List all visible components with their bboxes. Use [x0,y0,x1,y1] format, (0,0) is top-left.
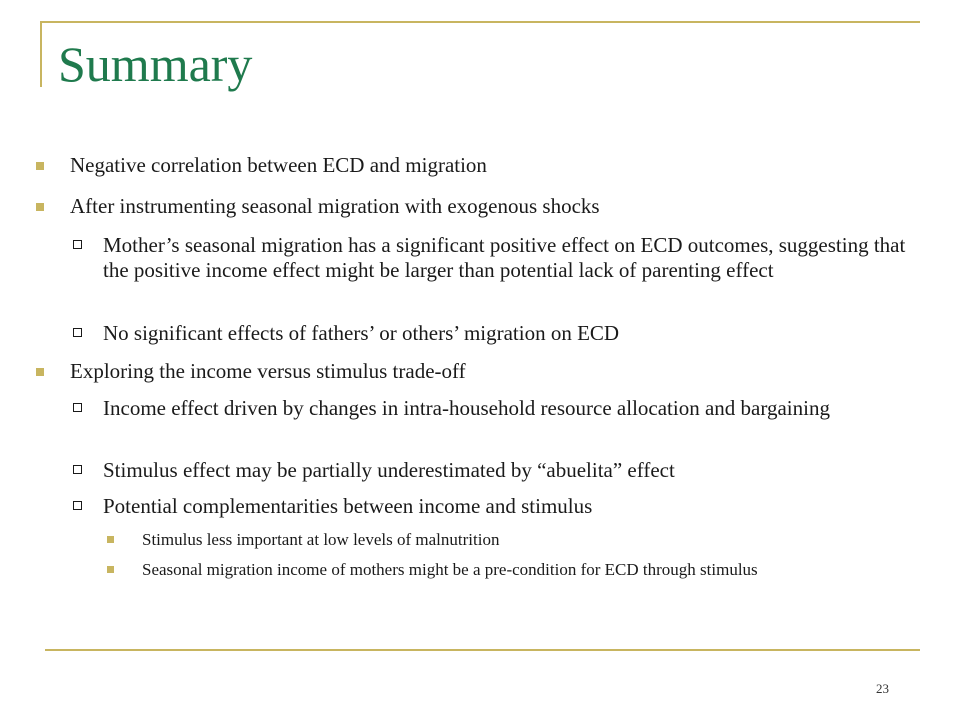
sub-bullet-text: Stimulus effect may be partially underestimated by “abuelita” effect [103,458,675,482]
sub-sub-bullet-text: Stimulus less important at low levels of malnutrition [142,530,500,549]
square-bullet-icon [107,536,114,543]
sub-bullet-text: Mother’s seasonal migration has a significant positive effect on ECD outcomes, suggesting that the positive income effect might be larger than potential lack of parenting effect [103,233,906,282]
footer-line [45,649,920,651]
sub-bullet-text: No significant effects of fathers’ or others’ migration on ECD [103,321,620,345]
sub-bullet-item [103,233,923,283]
box-bullet-icon [73,465,82,474]
sub-bullet-text: Potential complementarities between income and stimulus [103,494,593,518]
page-number: 23 [876,681,889,696]
sub-sub-bullet-text: Seasonal migration income of mothers might be a pre-condition for ECD through stimulus [142,560,758,579]
sub-bullet-item [103,494,923,519]
box-bullet-icon [73,328,82,337]
box-bullet-icon [73,501,82,510]
sub-bullet-text: Income effect driven by changes in intra-household resource allocation and bargaining [103,396,830,420]
square-bullet-icon [36,368,44,376]
frame-left-line [40,21,42,87]
frame-top-line [40,21,920,23]
sub-bullet-item [103,321,923,346]
square-bullet-icon [36,203,44,211]
square-bullet-icon [36,162,44,170]
box-bullet-icon [73,240,82,249]
sub-sub-bullet-item [142,530,912,550]
bullet-text: Exploring the income versus stimulus trade-off [70,359,466,383]
slide-title: Summary [58,36,253,92]
sub-bullet-item [103,396,923,421]
sub-bullet-item [103,458,923,483]
bullet-text: After instrumenting seasonal migration with exogenous shocks [70,194,600,218]
bullet-item [70,153,910,178]
bullet-item [70,194,910,219]
box-bullet-icon [73,403,82,412]
square-bullet-icon [107,566,114,573]
bullet-text: Negative correlation between ECD and migration [70,153,487,177]
sub-sub-bullet-item [142,560,912,580]
bullet-item [70,359,910,384]
